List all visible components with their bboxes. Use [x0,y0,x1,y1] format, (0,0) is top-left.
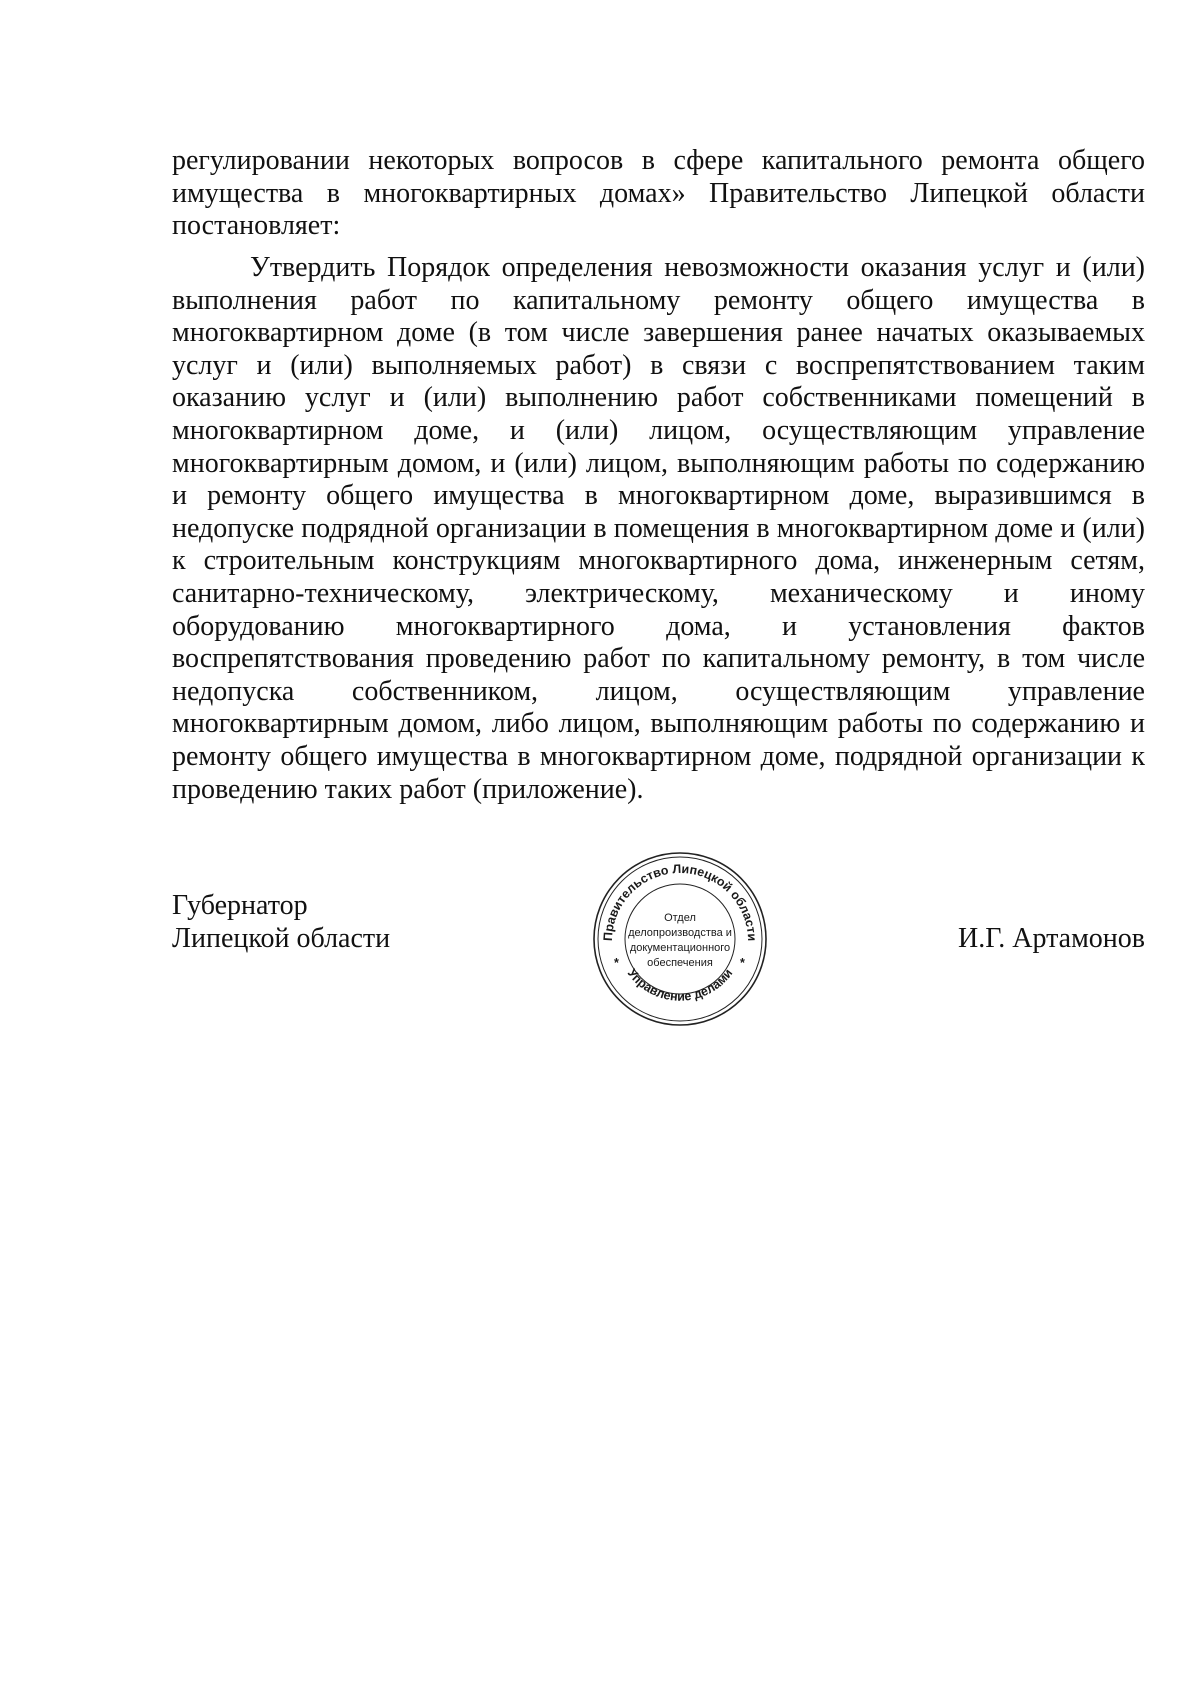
stamp-seal-icon [590,849,770,1029]
signatory-position-line-2: Липецкой области [172,922,391,954]
svg-text:Управление делами [625,966,736,1004]
stamp-inner-line: делопроизводства и [628,927,732,939]
stamp-outer-bottom-text: Управление делами [624,966,736,1004]
svg-text:*: * [740,956,745,970]
stamp-inner-line: обеспечения [647,957,713,969]
stamp-inner-line: Отдел [664,912,696,924]
signatory-name: И.Г. Артамонов [957,923,1145,954]
official-stamp [590,849,770,1029]
paragraph-resolution: Утвердить Порядок определения невозможности оказания услуг и (или) выполнения работ по капитальному ремонту общего имущества в многоквартирном доме (в том числе завершения ранее начатых оказываемых услуг и (или) выполняемых работ) в связи с воспрепятствованием таким оказанию услуг и (или) выполнению работ собственниками помещений в многоквартирном доме, и (или) лицом, осуществляющим управление многоквартирным домом, и (или) лицом, выполняющим работы по содержанию и ремонту общего имущества в многоквартирном доме, выразившимся в недопуске подрядной организации в помещения в многоквартирном доме и (или) к строительным конструкциям многоквартирного дома, инженерным сетям, санитарно-техническому, электрическому, механическому и иному оборудованию многоквартирного дома, и установления фактов воспрепятствования проведению работ по капитальному ремонту, в том числе недопуска собственником, лицом, осуществляющим управление многоквартирным домом, либо лицом, выполняющим работы по содержанию и ремонту общего имущества в многоквартирном доме, подрядной организации к проведению таких работ (приложение). [172,252,1145,805]
stamp-outer-top-text: Правительство Липецкой области [600,861,760,942]
stamp-inner-line: документационного [629,942,731,954]
svg-text:*: * [614,956,619,970]
paragraph-preamble: регулировании некоторых вопросов в сфере капитального ремонта общего имущества в многоквартирных домах» Правительство Липецкой области постановляет: [172,145,1145,242]
signatory-position [172,890,390,955]
signatory-position-line-1: Губернатор [172,890,308,921]
